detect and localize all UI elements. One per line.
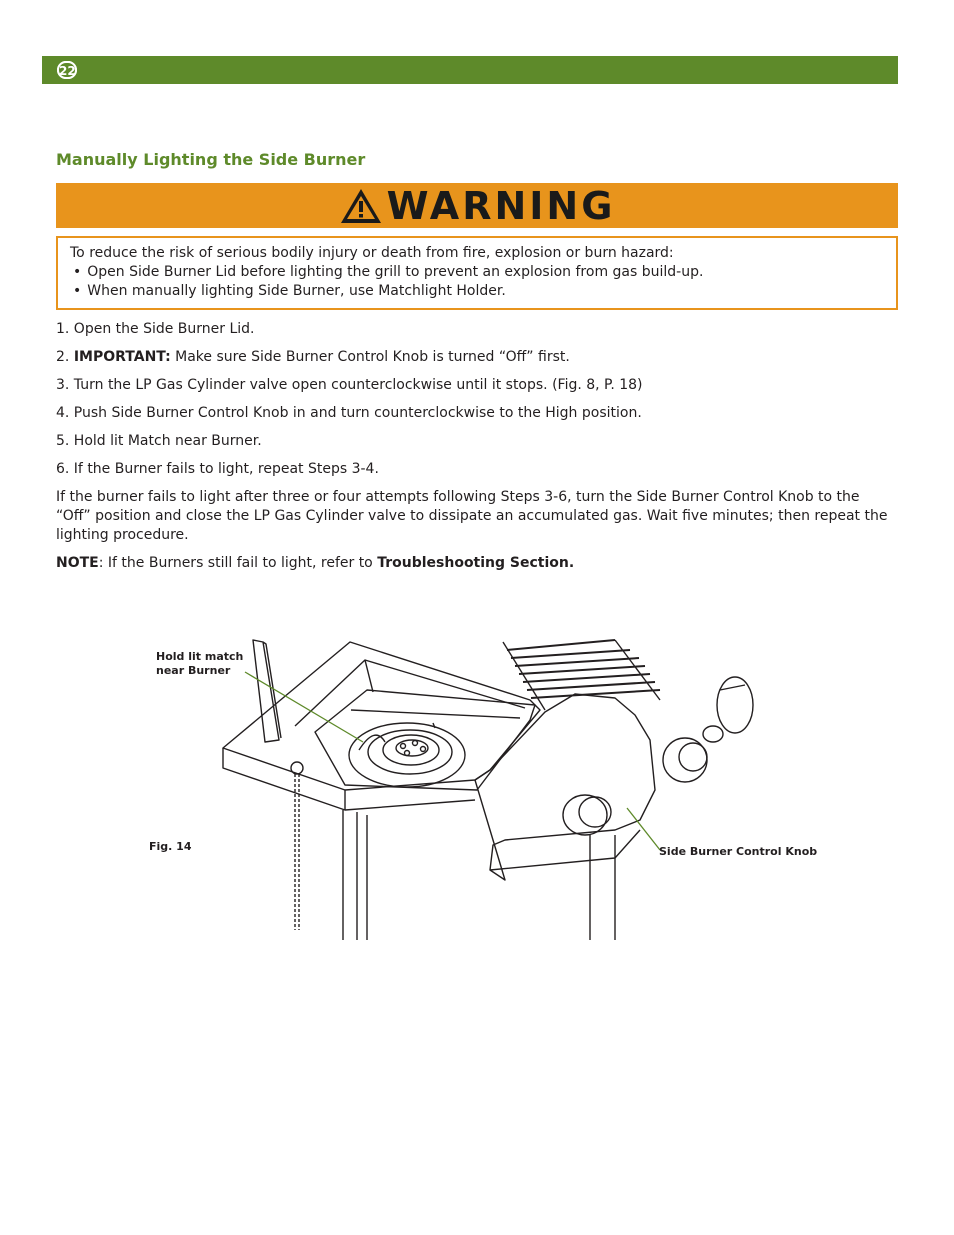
section-title: Manually Lighting the Side Burner bbox=[56, 150, 366, 169]
step-6: 6. If the Burner fails to light, repeat Steps 3-4. bbox=[56, 461, 379, 477]
note-text: : If the Burners still fail to light, refer to bbox=[98, 555, 378, 571]
instructions bbox=[56, 320, 896, 582]
step-5: 5. Hold lit Match near Burner. bbox=[56, 433, 262, 449]
step-2 bbox=[56, 348, 896, 367]
page-number: 22 bbox=[57, 61, 77, 79]
retry-paragraph: If the burner fails to light after three or four attempts following Steps 3-6, turn the Side Burner Control Knob to the “Off” position and close the LP Gas Cylinder valve to dissipate an accumulated gas. Wait five minutes; then repeat the lighting procedure. bbox=[56, 489, 888, 543]
callout-control-knob: Side Burner Control Knob bbox=[659, 845, 818, 858]
step-2-important: IMPORTANT: bbox=[73, 349, 171, 365]
callout-hold-match-line1: Hold lit match bbox=[156, 650, 244, 663]
page-number-badge bbox=[56, 60, 78, 80]
step-3: 3. Turn the LP Gas Cylinder valve open counterclockwise until it stops. (Fig. 8, P. 18) bbox=[56, 377, 643, 393]
warning-title: WARNING bbox=[386, 183, 616, 228]
note-link: Troubleshooting Section. bbox=[377, 555, 575, 571]
callout-hold-match bbox=[156, 650, 243, 678]
warning-bullet: • When manually lighting Side Burner, use Matchlight Holder. bbox=[70, 282, 884, 301]
figure-label: Fig. 14 bbox=[149, 840, 192, 853]
step-1: 1. Open the Side Burner Lid. bbox=[56, 321, 255, 337]
warning-triangle-icon bbox=[339, 187, 383, 225]
step-2-number: 2. bbox=[56, 349, 74, 365]
callout-hold-match-line2: near Burner bbox=[156, 664, 231, 677]
note-label: NOTE bbox=[56, 555, 99, 571]
warning-box bbox=[56, 236, 898, 310]
side-burner-illustration bbox=[145, 630, 835, 940]
figure-14 bbox=[145, 630, 835, 940]
step-2-text: Make sure Side Burner Control Knob is turned “Off” first. bbox=[170, 349, 570, 365]
warning-banner bbox=[56, 183, 898, 228]
note bbox=[56, 554, 896, 573]
warning-bullet: • Open Side Burner Lid before lighting the grill to prevent an explosion from gas build-up. bbox=[70, 263, 884, 282]
header-bar bbox=[42, 56, 898, 84]
step-4: 4. Push Side Burner Control Knob in and turn counterclockwise to the High position. bbox=[56, 405, 642, 421]
warning-intro: To reduce the risk of serious bodily injury or death from fire, explosion or burn hazard: bbox=[70, 245, 674, 261]
warning-list bbox=[70, 263, 884, 301]
